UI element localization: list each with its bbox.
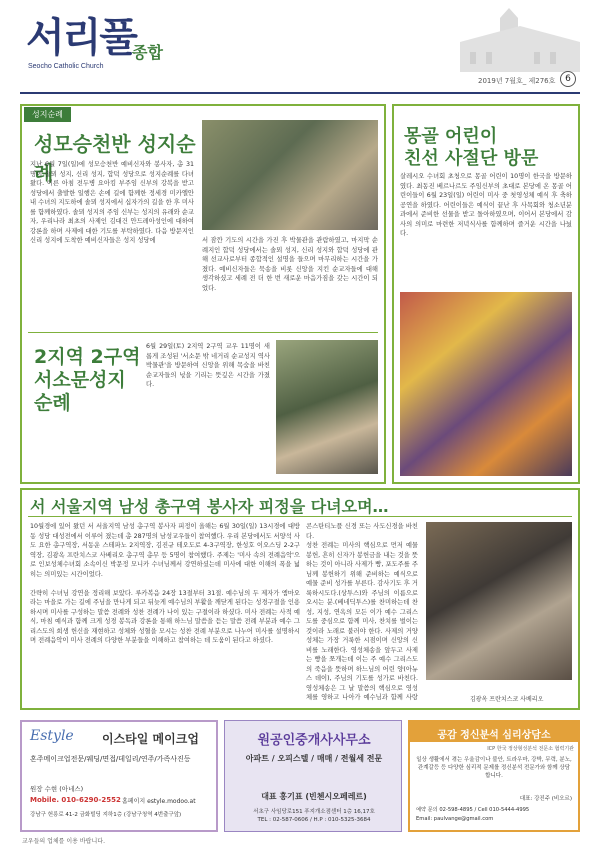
article3-title-1: 몽골 어린이: [404, 126, 498, 147]
article3-body: 살레시오 수녀회 초청으로 몽골 어린이 10명이 한국을 방문하였다. 최동진 베르나르도 주임신부의 초대로 본당에 온 몽골 어린이들이 6월 23일(일) 어린이 미사 중 첫영성체 예식 후 축하공연을 하였다. 어린이들은 예식이 끝난 후 사목회와 청소년분과에서 준비한 선물을 받고 돌아하였으며, 이어서 본당에서 감사의 의미로 마련한 저녁식사를 함께하며 즐거운 시간을 나눴다.: [400, 173, 572, 237]
article1-body-right: 서 잠깐 기도의 시간을 가진 후 박물관을 관람하였고, 마지막 순례지인 합덕 성당에서는 솔뫼 성지, 신리 성지와 합덕 성당에 관해 선교사로부터 종합적인 설명을 들으며 마무리하는 시간을 가졌다. 예비신자들은 묵송을 비롯 신앙을 지킨 순교자들에 대해 생각하셨고 세례 전 더 한 번 새로운 마음가짐을 갖는 시간이 되었다.: [202, 237, 378, 292]
section-name: 종합: [132, 43, 163, 62]
issue-date: 2019년 7월호_ 제276호: [478, 77, 556, 85]
article4-title: 서 서울지역 남성 총구역 봉사자 피정을 다녀오며…: [30, 497, 389, 516]
retreat-group-photo: [426, 522, 572, 680]
masthead-subtitle: Seocho Catholic Church: [28, 63, 104, 70]
article2-body: 6월 29일(토) 2지역 2구역 교우 11명이 새롭게 조성된 '서소문 밖 네거리 순교성지 역사박물관'을 방문하여 신앙을 위해 목숨을 바친 순교자들의 넋을 기리는 뜻깊은 시간을 가졌다.: [146, 343, 270, 388]
ad-counseling[interactable]: [408, 720, 580, 832]
realestate-tel: TEL : 02-587-0606 / H.P : 010-5325-3684: [257, 817, 371, 823]
article4-body-col1: 10월경에 있어 왔던 서 서울지역 남성 총구역 봉사자 피정이 올해는 6월 30일(일) 13시경에 대방동 성당 대성전에서 이루어 졌는데 총 287명의 남성교우들이 참여했다. 우리 본당에서도 서양석 사도 요한 총구역장, 서동운 스테파노 2지역장, 김진규 테오도로 4-3구역장, 한성호 이오스딩 2-2구역장, 김광옥 프란치스코 사베리오 총구역 총무 등 5명이 참여했다. 주제는 '미사 속의 전례음악'으로 인보성체수녀회 소속이신 박문정 모니카 수녀님께서 강연하셨는데 미사에 대한 이해의 폭을 넓히는 의미있는 시간이었다. 간략히 수녀님 강연을 정리해 보았다. 루카복음 24장 13절부터 31절. 예수님의 두 제자가 엠마오라는 마을로 가는 길에 주님을 만나게 되고 뒤늦게 예수님의 부활을 깨닫게 된다는 성경구절을 인용하시며 미사를 구성하는 말씀 전례와 성찬 전례가 나이 있는 구절이라 하셨다. 미사 전례는 사적 예식, 마침 예식과 함께 크게 성경 봉독과 강론을 통해 하느님 말씀을 듣는 말씀 전례 부분과 예수 그리스도의 희생 헌신을 재현하고 성체와 성혈을 모시는 성찬 전례 부분으로 나누어 미사를 설명하시며 전례음악이 미사 전례의 다양한 부분들을 이해하고 참여하는 데 도움이 된다고 하셨다.: [30, 523, 300, 644]
page-number: 6: [560, 71, 576, 87]
article1-title: 성모승천반 성지순례: [34, 132, 196, 185]
section-tag: 성지순례: [24, 107, 71, 122]
article3-title-2: 친선 사절단 방문: [404, 148, 539, 169]
estyle-site[interactable]: 홈페이지 estyle.modoo.at: [122, 798, 196, 805]
estyle-address: 강남구 헌릉로 41-2 금화빌딩 지하1층 (강남구청역 4번출구앞): [30, 812, 182, 818]
ad-estyle[interactable]: [20, 720, 218, 832]
counseling-email[interactable]: Email: paulvange@gmail.com: [416, 816, 494, 822]
realestate-services: 아파트 / 오피스텔 / 매매 / 전월세 전문: [245, 754, 383, 763]
article-divider: [28, 332, 378, 333]
estyle-name: 이스타일 메이크업: [102, 732, 199, 746]
counseling-body: 일상 생활에서 겪는 우울감이나 불안, 트라우마, 강박, 무력, 분노, 관계갈등 등 다양한 심리적 문제를 정신분석 전문가와 함께 상담합니다.: [416, 757, 572, 779]
realestate-title: 원공인중개사사무소: [257, 733, 371, 748]
church-illustration: [440, 8, 590, 72]
mongolia-children-photo: [400, 292, 572, 476]
realestate-address: 서초구 사임당로151 푸지개소점센터 1층 16,17호: [253, 809, 375, 815]
estyle-logo: Estyle: [30, 728, 74, 744]
masthead-logo: 서리풀: [26, 15, 136, 61]
seosomun-group-photo: [276, 340, 378, 474]
photo-caption: 김광옥 프란치스코 사베리오: [470, 696, 544, 703]
realestate-rep: 대표 홍기표 (빈첸시오페레르): [261, 792, 367, 801]
article1-body-left: 지난 6월 7일(일)에 성모승천반 예비신자와 봉사자, 총 31명이 솔뫼 성지, 신리 성지, 합덕 성당으로 성지순례를 다녀왔다. 이른 아침 전두병 요아킴 부주임 신부의 강복을 받고 성당에서 출발한 일행은 손에 길에 함께한 정세경 미카엘안내 수녀의 지도하에 솔뫼 성지에서 십자가의 길을 한 후 미사를 함께하였다. 솔뫼 성지의 주임 신부는 성지의 유래와 순교자, 우리나라 최초의 사제인 김대건 안드레아성인에 대하여 강론을 하며 사제에 대한 기도를 부탁하였다. 다음 방문지인 신리 성지에 도착한 예비신자들은 성지 성당에: [30, 161, 194, 244]
counseling-phone: 예약 문의 02-598-4895 / Cell 010-5444-4995: [416, 807, 530, 813]
estyle-desc: 혼주메이크업전문/웨딩/면접/데일리/연주/가족사진등: [30, 755, 191, 763]
estyle-phone: Mobile. 010-6290-2552: [30, 796, 121, 804]
title-rule: [28, 516, 572, 517]
article4-body-col2: 콘스탄티노플 신경 또는 사도신경을 바친다. 성찬 전례는 미사의 핵심으로 먼저 예물 봉헌, 흔히 신자가 봉헌금을 내는 것을 뜻하는 것이 아니라 사제가 빵, 포도주를 주님께 봉헌하기 위해 준비하는 예식으로 예물 준비 성가를 부른다. 감사기도 후 거룩하시도다.(상투스)와 주님의 이름으로 오시는 분.(베네딕투스)를 찬미하는데 찬성, 지성, 연옥의 모든 이가 예수 그리스도를 중심으로 함께 미사, 찬치를 벌이는 것이라 노래로 불러야 한다. 사제의 거양성체는 가장 거룩한 시점이며 신앙의 신비를 노래한다. 영성체송을 앞두고 사제는 빵을 쪼개는데 이는 주 예수 그리스도의 죽음을 뜻하며 하느님의 어린 양(아뉴스 데이), 주님의 기도를 성가로 바친다. 영성체송은 그 날 말씀의 핵심으로 영성체를 영하고 나아가 예수님과 함께 사랑: [306, 523, 418, 701]
article2-title-2: 서소문성지: [34, 369, 126, 391]
article2-title-1: 2지역 2구역: [34, 346, 141, 368]
counseling-person: 대표: 강진주 (비오르): [519, 796, 572, 802]
footer-note: 교우들의 업체를 이용 바랍니다.: [22, 838, 105, 845]
counseling-sub: ICP 한국 정상형성분석 전문소 협력기관: [487, 746, 574, 752]
estyle-person: 원장 수현 (아네스): [30, 785, 84, 793]
masthead-rule: [20, 92, 580, 94]
article2-title-3: 순례: [34, 392, 71, 414]
counseling-title: 공감 정신분석 심리상담소: [437, 730, 551, 741]
pilgrimage-group-photo: [202, 120, 378, 230]
ad-realestate[interactable]: [224, 720, 402, 832]
